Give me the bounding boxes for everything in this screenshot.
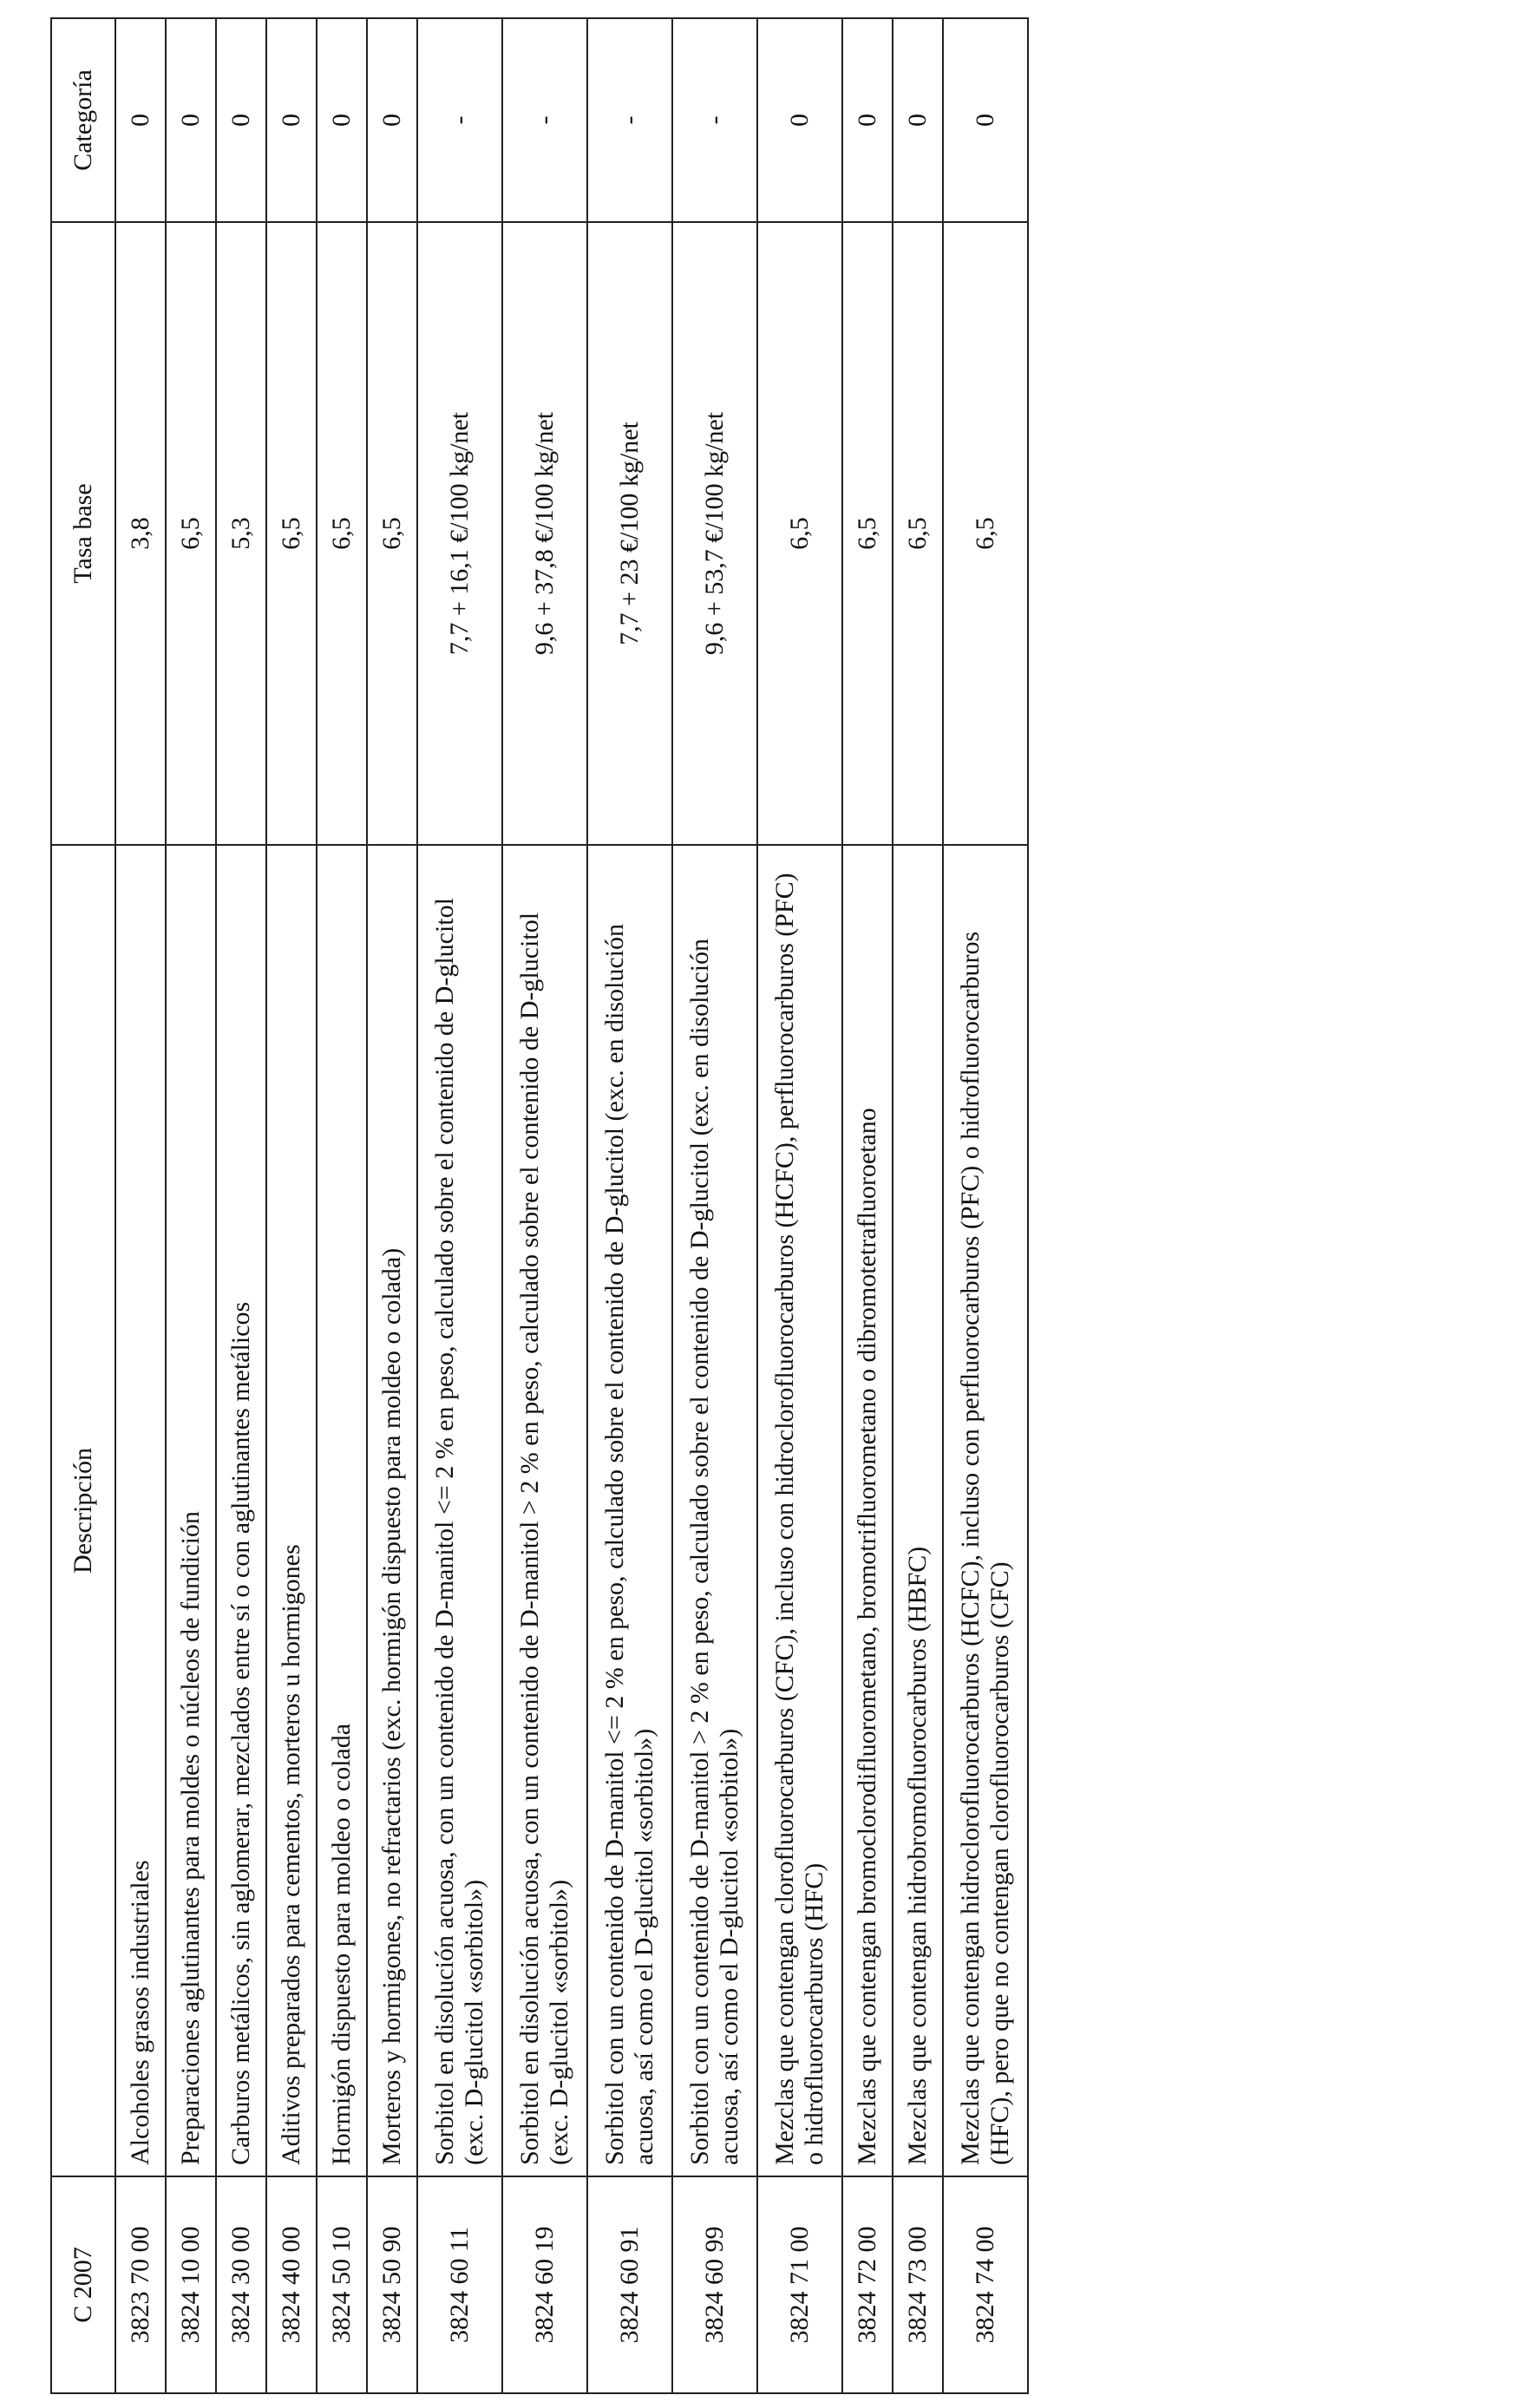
table-row — [757, 18, 842, 2393]
cell-rate: 6,5 — [893, 222, 943, 845]
cell-category: 0 — [216, 18, 266, 222]
cell-description: Sorbitol en disolución acuosa, con un contenido de D-manitol <= 2 % en peso, calculado sobre el contenido de D-glucitol (exc. D-glucitol «sorbitol») — [417, 845, 502, 2176]
cell-code: 3823 70 00 — [115, 2176, 166, 2393]
cell-category: - — [587, 18, 672, 222]
tariff-table — [50, 17, 1029, 2394]
cell-category: 0 — [893, 18, 943, 222]
header-row — [51, 18, 115, 2393]
table-row — [587, 18, 672, 2393]
cell-code: 3824 71 00 — [757, 2176, 842, 2393]
cell-rate: 3,8 — [115, 222, 166, 845]
cell-category: 0 — [842, 18, 893, 222]
cell-rate: 6,5 — [757, 222, 842, 845]
header-category: Categoría — [51, 18, 115, 222]
cell-description: Sorbitol en disolución acuosa, con un contenido de D-manitol > 2 % en peso, calculado sobre el contenido de D-glucitol (exc. D-glucitol «sorbitol») — [502, 845, 587, 2176]
table-row — [216, 18, 266, 2393]
cell-category: 0 — [757, 18, 842, 222]
table-row — [367, 18, 417, 2393]
cell-rate: 9,6 + 53,7 €/100 kg/net — [672, 222, 757, 845]
table-row — [672, 18, 757, 2393]
cell-code: 3824 60 99 — [672, 2176, 757, 2393]
cell-category: 0 — [943, 18, 1028, 222]
cell-code: 3824 60 11 — [417, 2176, 502, 2393]
table-row — [115, 18, 166, 2393]
table-row — [417, 18, 502, 2393]
cell-description: Alcoholes grasos industriales — [115, 845, 166, 2176]
table-row — [317, 18, 367, 2393]
cell-rate: 9,6 + 37,8 €/100 kg/net — [502, 222, 587, 845]
cell-description: Morteros y hormigones, no refractarios (exc. hormigón dispuesto para moldeo o colada) — [367, 845, 417, 2176]
cell-code: 3824 72 00 — [842, 2176, 893, 2393]
table-body — [115, 18, 1028, 2393]
cell-rate: 6,5 — [166, 222, 216, 845]
cell-description: Mezclas que contengan hidrobromofluorocarburos (HBFC) — [893, 845, 943, 2176]
cell-rate: 6,5 — [842, 222, 893, 845]
cell-code: 3824 50 10 — [317, 2176, 367, 2393]
cell-rate: 6,5 — [266, 222, 317, 845]
table-row — [893, 18, 943, 2393]
cell-description: Preparaciones aglutinantes para moldes o núcleos de fundición — [166, 845, 216, 2176]
rotated-sheet — [50, 19, 1014, 2394]
header-rate: Tasa base — [51, 222, 115, 845]
cell-category: 0 — [166, 18, 216, 222]
table-header — [51, 18, 115, 2393]
cell-code: 3824 74 00 — [943, 2176, 1028, 2393]
cell-description: Mezclas que contengan clorofluorocarburos (CFC), incluso con hidroclorofluorocarburos (HCFC), perfluorocarburos (PFC) o hidrofluorocarburos (HFC) — [757, 845, 842, 2176]
cell-code: 3824 73 00 — [893, 2176, 943, 2393]
cell-description: Mezclas que contengan bromoclorodifluorometano, bromotrifluorometano o dibromotetrafluoroetano — [842, 845, 893, 2176]
cell-code: 3824 60 91 — [587, 2176, 672, 2393]
cell-description: Mezclas que contengan hidroclorofluorocarburos (HCFC), incluso con perfluorocarburos (PFC) o hidrofluorocarburos (HFC), pero que no contengan clorofluorocarburos (CFC) — [943, 845, 1028, 2176]
cell-rate: 7,7 + 23 €/100 kg/net — [587, 222, 672, 845]
table-row — [166, 18, 216, 2393]
table-row — [502, 18, 587, 2393]
cell-category: 0 — [266, 18, 317, 222]
cell-rate: 6,5 — [943, 222, 1028, 845]
cell-rate: 5,3 — [216, 222, 266, 845]
cell-description: Sorbitol con un contenido de D-manitol > 2 % en peso, calculado sobre el contenido de D-glucitol (exc. en disolución acuosa, así como el D-glucitol «sorbitol») — [672, 845, 757, 2176]
cell-category: 0 — [367, 18, 417, 222]
cell-code: 3824 40 00 — [266, 2176, 317, 2393]
header-code: C 2007 — [51, 2176, 115, 2393]
cell-code: 3824 10 00 — [166, 2176, 216, 2393]
cell-category: 0 — [115, 18, 166, 222]
cell-rate: 6,5 — [367, 222, 417, 845]
cell-description: Carburos metálicos, sin aglomerar, mezclados entre sí o con aglutinantes metálicos — [216, 845, 266, 2176]
document-page — [50, 19, 1014, 2394]
table-row — [266, 18, 317, 2393]
cell-category: 0 — [317, 18, 367, 222]
cell-description: Aditivos preparados para cementos, morteros u hormigones — [266, 845, 317, 2176]
header-description: Descripción — [51, 845, 115, 2176]
cell-rate: 7,7 + 16,1 €/100 kg/net — [417, 222, 502, 845]
cell-description: Hormigón dispuesto para moldeo o colada — [317, 845, 367, 2176]
cell-category: - — [417, 18, 502, 222]
table-row — [842, 18, 893, 2393]
table-row — [943, 18, 1028, 2393]
cell-code: 3824 50 90 — [367, 2176, 417, 2393]
cell-rate: 6,5 — [317, 222, 367, 845]
cell-code: 3824 60 19 — [502, 2176, 587, 2393]
cell-code: 3824 30 00 — [216, 2176, 266, 2393]
cell-category: - — [672, 18, 757, 222]
cell-category: - — [502, 18, 587, 222]
cell-description: Sorbitol con un contenido de D-manitol <= 2 % en peso, calculado sobre el contenido de D-glucitol (exc. en disolución acuosa, así como el D-glucitol «sorbitol») — [587, 845, 672, 2176]
